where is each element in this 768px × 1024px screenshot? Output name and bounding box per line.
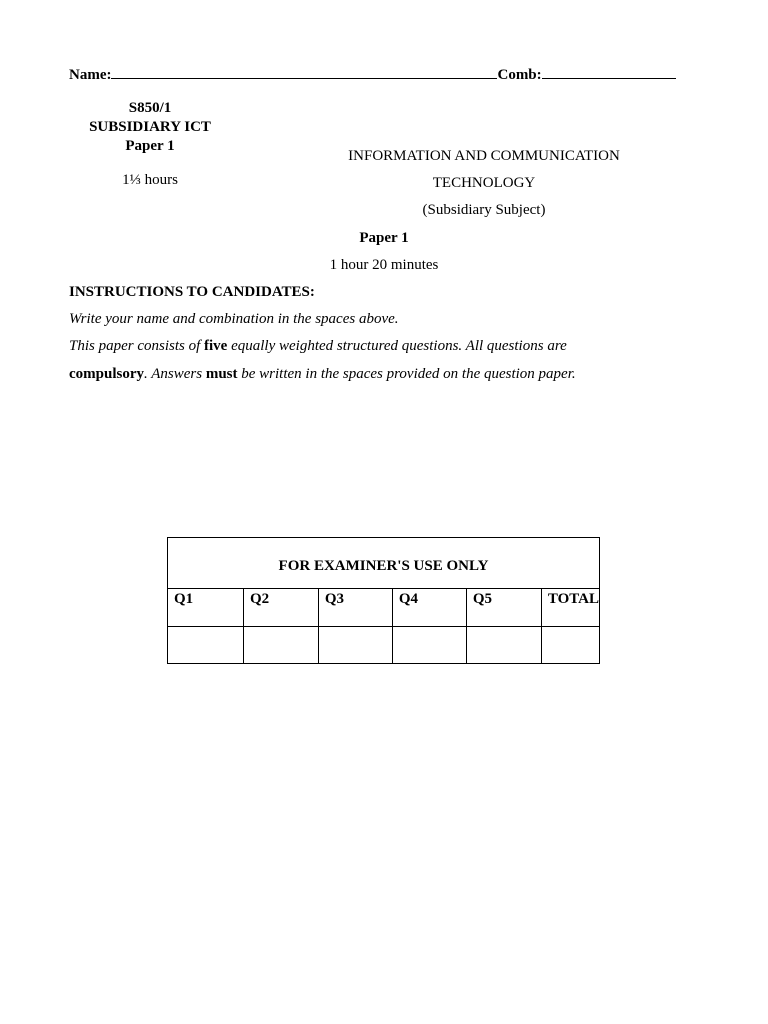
duration-long: 1 hour 20 minutes (329, 257, 439, 273)
instruction-text: be written in the spaces provided on the question paper. (237, 366, 576, 382)
instruction-text: . Answers (144, 366, 206, 382)
paper-label: Paper 1 (359, 230, 409, 246)
paper-code: S850/1 (128, 100, 172, 116)
duration-short: 1⅓ hours (122, 172, 178, 188)
score-cell-q2[interactable] (243, 627, 318, 664)
score-cell-q5[interactable] (466, 627, 541, 664)
col-header-q2: Q2 (243, 589, 318, 627)
comb-label: Comb: (497, 67, 542, 83)
col-header-q3: Q3 (318, 589, 392, 627)
paper-code-block (60, 99, 240, 156)
col-header-q5: Q5 (466, 589, 541, 627)
instruction-line-1: Write your name and combination in the spaces above. (69, 311, 399, 327)
col-header-total: TOTAL (541, 589, 599, 627)
subject-title-line2: TECHNOLOGY (432, 175, 536, 191)
score-cell-q1[interactable] (168, 627, 244, 664)
instruction-text: equally weighted structured questions. All questions are (227, 338, 567, 354)
instruction-line-2 (69, 338, 567, 355)
candidate-info-line (69, 65, 689, 84)
comb-blank[interactable] (542, 65, 676, 79)
name-label: Name: (69, 67, 112, 83)
instruction-emphasis: must (205, 366, 238, 382)
name-blank[interactable] (111, 65, 497, 79)
examiner-table-title: FOR EXAMINER'S USE ONLY (168, 538, 600, 589)
examiner-use-table (167, 537, 600, 664)
instruction-emphasis: compulsory (69, 366, 144, 382)
instruction-emphasis: five (204, 338, 228, 354)
score-cell-total[interactable] (541, 627, 599, 664)
score-cell-q3[interactable] (318, 627, 392, 664)
col-header-q4: Q4 (392, 589, 466, 627)
subject-short-title: SUBSIDIARY ICT (89, 119, 211, 135)
question-header-row (168, 589, 600, 627)
subject-title-line1: INFORMATION AND COMMUNICATION (348, 148, 620, 164)
subject-type: (Subsidiary Subject) (422, 202, 546, 218)
score-row (168, 627, 600, 664)
instructions-heading: INSTRUCTIONS TO CANDIDATES: (69, 284, 315, 300)
col-header-q1: Q1 (168, 589, 244, 627)
instruction-text: This paper consists of (69, 338, 205, 354)
paper-number: Paper 1 (125, 138, 175, 154)
score-cell-q4[interactable] (392, 627, 466, 664)
instruction-line-3 (69, 366, 576, 383)
